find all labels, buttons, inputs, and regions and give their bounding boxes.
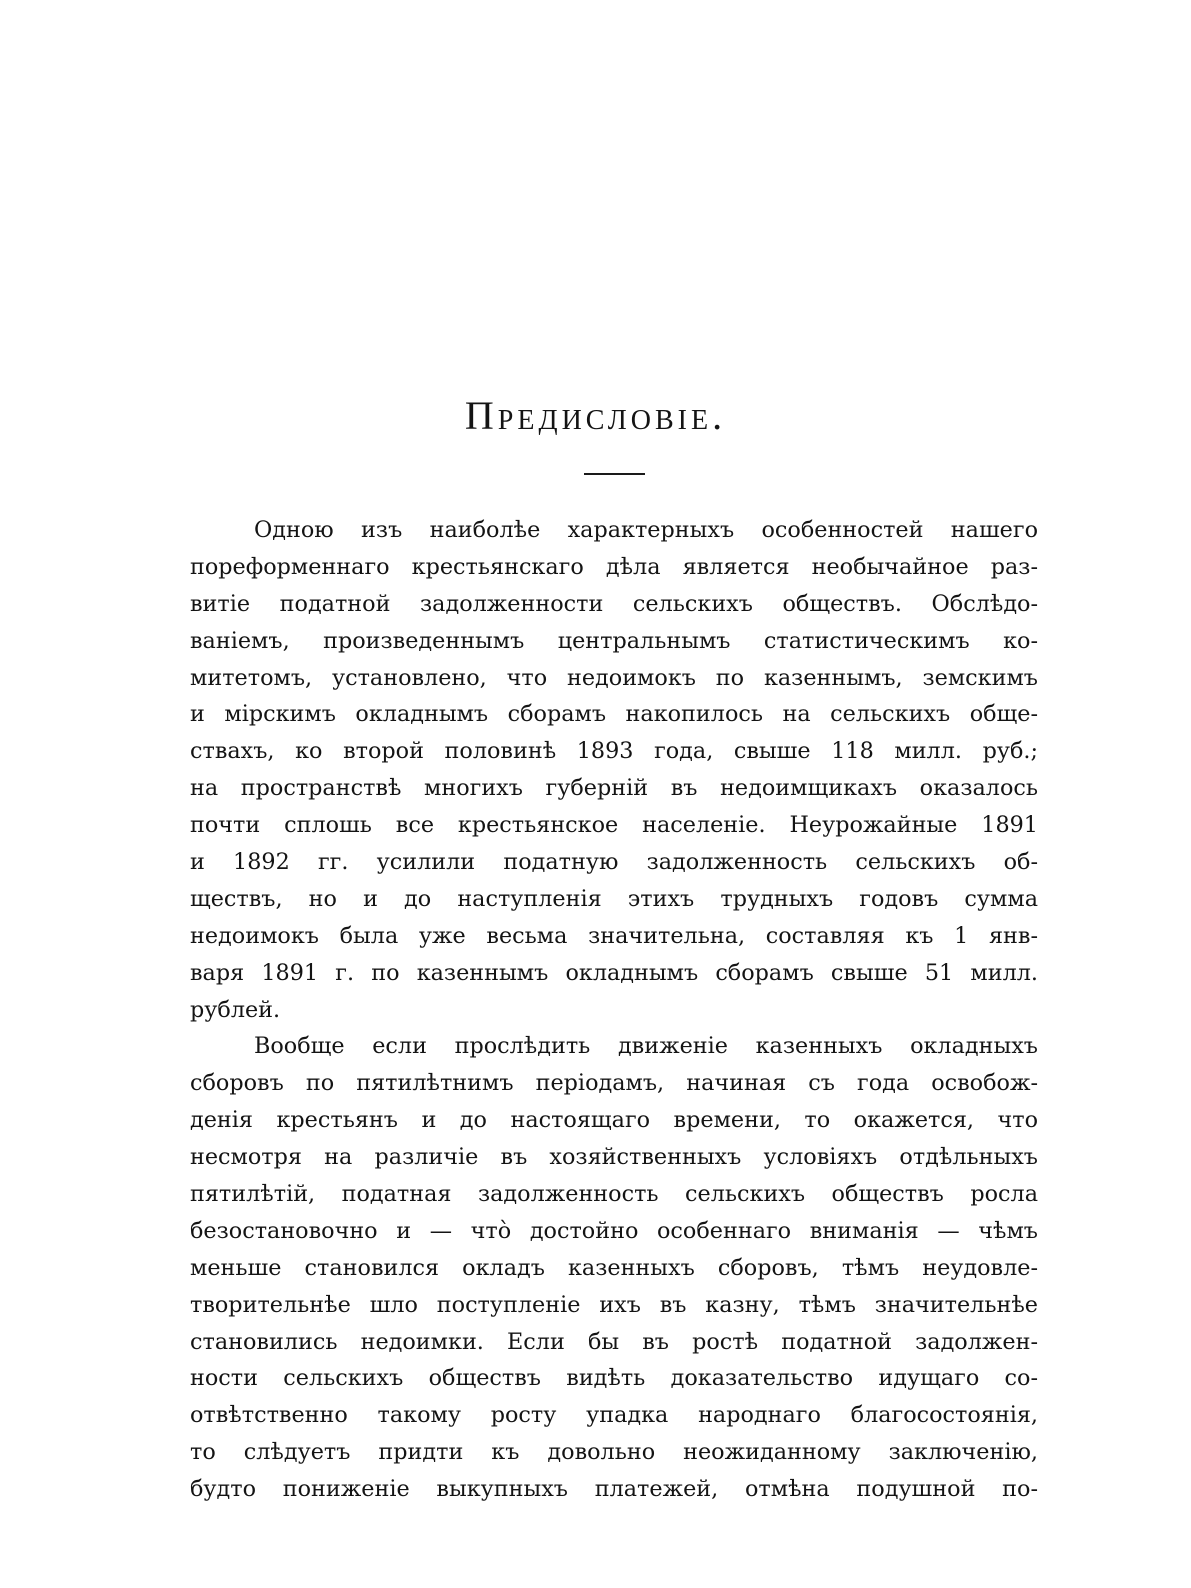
text-line: ствахъ, ко второй половинѣ 1893 года, свыше 118 милл. руб.;: [190, 738, 1038, 765]
text-line: витіе податной задолженности сельскихъ обществъ. Обслѣдо-: [190, 590, 1038, 617]
title-divider: [584, 473, 645, 475]
text-line: митетомъ, установлено, что недоимокъ по казеннымъ, земскимъ: [190, 664, 1038, 691]
text-line: безостановочно и — что̀ достойно особеннаго вниманія — чѣмъ: [190, 1217, 1038, 1244]
text-line: денія крестьянъ и до настоящаго времени, то окажется, что: [190, 1107, 1038, 1134]
text-line: ществъ, но и до наступленія этихъ трудныхъ годовъ сумма: [190, 885, 1038, 912]
text-line: почти сплошь все крестьянское населеніе. Неурожайные 1891: [190, 812, 1038, 839]
body-text: [190, 512, 1038, 1508]
text-line: несмотря на различіе въ хозяйственныхъ условіяхъ отдѣльныхъ: [190, 1144, 1038, 1171]
text-line: становились недоимки. Если бы въ ростѣ податной задолжен-: [190, 1328, 1038, 1355]
text-line: рублей.: [190, 996, 281, 1023]
text-line: на пространствѣ многихъ губерній въ недоимщикахъ оказалось: [190, 775, 1038, 802]
text-line: Вообще если прослѣдить движеніе казенныхъ окладныхъ: [254, 1033, 1038, 1060]
text-line: меньше становился окладъ казенныхъ сборовъ, тѣмъ неудовле-: [190, 1254, 1038, 1281]
text-line: Одною изъ наиболѣе характерныхъ особенностей нашего: [254, 517, 1038, 543]
text-line: сборовъ по пятилѣтнимъ періодамъ, начиная съ года освобож-: [190, 1070, 1038, 1097]
text-line: ваніемъ, произведеннымъ центральнымъ статистическимъ ко-: [190, 627, 1038, 654]
text-line: будто пониженіе выкупныхъ платежей, отмѣна подушной по-: [190, 1476, 1038, 1503]
text-line: и мірскимъ окладнымъ сборамъ накопилось на сельскихъ обще-: [190, 701, 1038, 728]
text-line: то слѣдуетъ придти къ довольно неожиданному заключенію,: [190, 1439, 1038, 1466]
text-line: творительнѣе шло поступленіе ихъ въ казну, тѣмъ значительнѣе: [190, 1291, 1038, 1318]
text-line: пореформеннаго крестьянскаго дѣла является необычайное раз-: [190, 553, 1038, 580]
text-line: ности сельскихъ обществъ видѣть доказательство идущаго со-: [190, 1365, 1038, 1392]
text-line: отвѣтственно такому росту упадка народнаго благосостоянія,: [190, 1402, 1038, 1429]
text-line: недоимокъ была уже весьма значительна, составляя къ 1 янв-: [190, 922, 1038, 949]
page-title: Предисловіе.: [464, 393, 727, 438]
text-line: варя 1891 г. по казеннымъ окладнымъ сборамъ свыше 51 милл.: [190, 959, 1038, 986]
text-line: и 1892 гг. усилили податную задолженность сельскихъ об-: [190, 849, 1038, 876]
text-line: пятилѣтій, податная задолженность сельскихъ обществъ росла: [190, 1181, 1038, 1208]
